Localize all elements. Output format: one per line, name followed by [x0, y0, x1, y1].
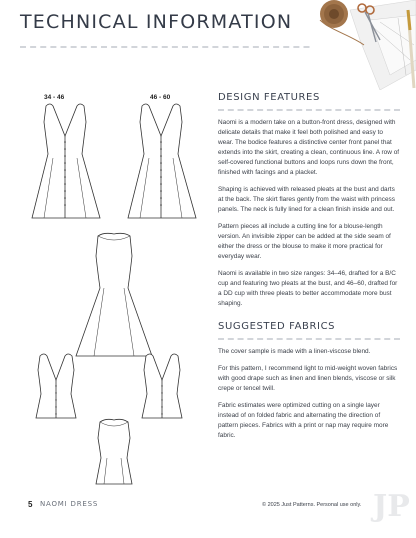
- design-features-divider: [218, 109, 400, 111]
- design-features-paragraph: Shaping is achieved with released pleats at the bust and darts at the back. The skirt flares gently from the waist with princess panels. The neck is fully lined for a clean finish inside and out.: [218, 186, 395, 213]
- brand-logo: JP: [373, 489, 410, 524]
- pattern-name: NAOMI DRESS: [40, 500, 99, 508]
- copyright-notice: © 2025 Just Patterns. Personal use only.: [262, 502, 362, 508]
- dress-front-46-60: [128, 104, 196, 218]
- design-features-paragraph: Pattern pieces all include a cutting line for a blouse-length version. An invisible zipper can be added at the side seam of either the dress or the blouse to make it more practical for everyday wear.: [218, 223, 391, 260]
- blouse-front-46-60: [142, 354, 182, 418]
- design-features-heading: DESIGN FEATURES: [218, 92, 320, 103]
- header-divider: [20, 46, 350, 48]
- size-label-large: 46 - 60: [150, 94, 171, 101]
- suggested-fabrics-paragraph: The cover sample is made with a linen-viscose blend.: [218, 348, 371, 355]
- dress-back: [76, 233, 152, 356]
- page-number: 5: [28, 500, 33, 509]
- sewing-tools-image: [310, 0, 416, 90]
- blouse-front-34-46: [36, 354, 76, 418]
- suggested-fabrics-paragraph: Fabric estimates were optimized cutting on a single layer instead of on folded fabric and alternating the direction of pattern pieces. Fabrics with a print or nap may require more fabric.: [218, 402, 389, 439]
- suggested-fabrics-divider: [218, 338, 400, 340]
- content-column: [218, 92, 400, 448]
- technical-drawings: [28, 88, 200, 493]
- suggested-fabrics-heading: SUGGESTED FABRICS: [218, 321, 336, 332]
- design-features-paragraph: Naomi is available in two size ranges: 34–46, drafted for a B/C cup and featuring two pleats at the bust, and 46–60, drafted for a DD cup with three pleats to better accommodate more bust shaping.: [218, 270, 398, 307]
- dress-front-34-46: [32, 104, 100, 218]
- page-title: TECHNICAL INFORMATION: [20, 11, 293, 33]
- suggested-fabrics-paragraph: For this pattern, I recommend light to mid-weight woven fabrics with good drape such as linen and linen blends, viscose or silk crepe or tencel twill.: [218, 365, 398, 392]
- size-label-small: 34 - 46: [44, 94, 65, 101]
- blouse-back: [96, 419, 132, 484]
- design-features-paragraph: Naomi is a modern take on a button-front dress, designed with delicate details that make it feel both polished and easy to wear. The bodice features a distinctive center front panel that extends into the skirt, creating a clean, continuous line. A row of self-covered functional buttons and loops runs down the front, finished with facings and a placket.: [218, 119, 400, 176]
